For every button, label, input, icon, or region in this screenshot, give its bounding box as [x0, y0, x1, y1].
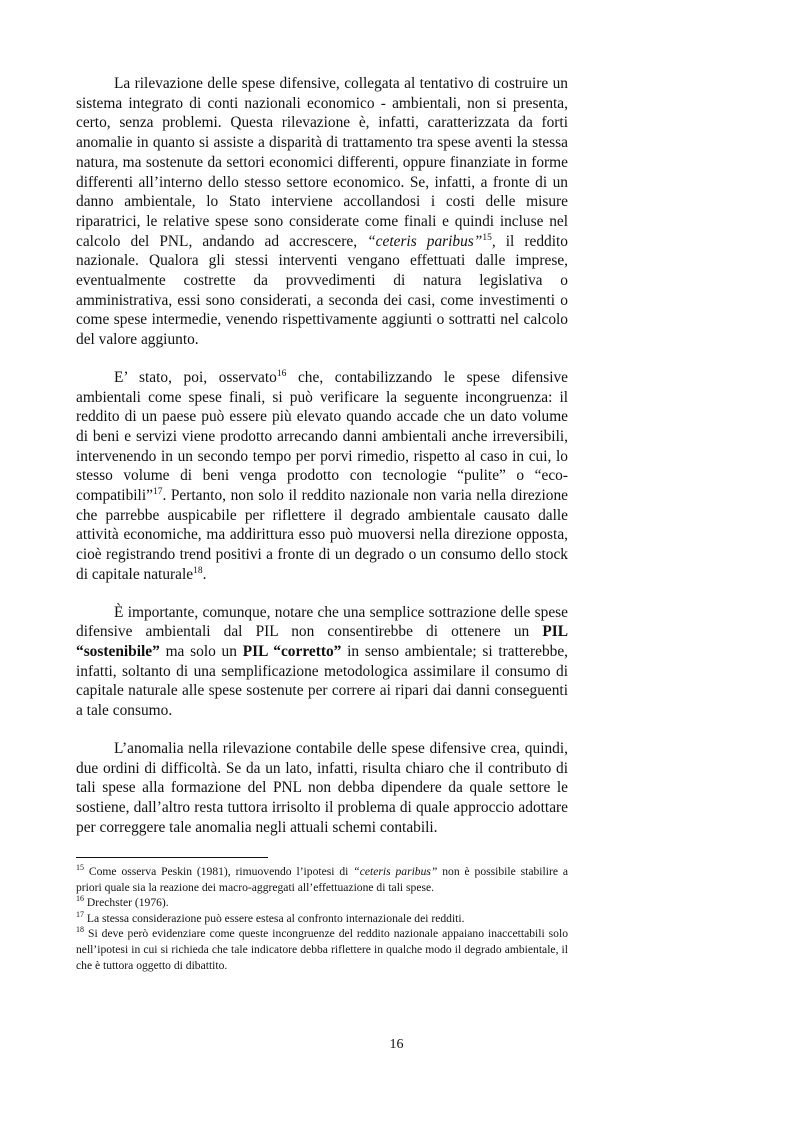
footnotes — [76, 864, 568, 973]
footnote-ref: 16 — [276, 368, 287, 379]
italic-text: , — [491, 232, 496, 250]
text-run: È importante, comunque, notare che una semplice sottrazione delle spese difensive ambientali dal PIL non consentirebbe di ottenere un — [76, 603, 568, 641]
italic-text: “ceteris paribus” — [353, 865, 438, 878]
text-run: La stessa considerazione può essere estesa al confronto internazionale dei redditi. — [84, 911, 465, 925]
text-run: . Pertanto, non solo il reddito nazionale non varia nella direzione che parrebbe auspicabile per riflettere il degrado ambientale causato dalle attività economiche, ma addirittura esso può muoversi nella direzione opposta, cioè registrando trend positivi a fronte di un degrado o un consumo dello stock di capitale naturale — [76, 487, 568, 583]
paragraph-pil-corretto — [76, 603, 568, 721]
text-run: Si deve però evidenziare come queste incongruenze del reddito nazionale appaiano inaccettabili solo nell’ipotesi in cui si richieda che tale indicatore debba riflettere in qualche modo il degrado ambientale, il che è tuttora oggetto di dibattito. — [76, 927, 568, 972]
bold-text: PIL “sostenibile” — [76, 623, 568, 660]
footnote-ref: 15 — [482, 232, 492, 243]
footnote-ref: 18 — [76, 925, 84, 935]
text-run: che, contabilizzando le spese difensive ambientali come spese finali, si può verificare la seguente incongruenza: il reddito di un paese può essere più elevato quando accade che un dato volume di beni e servizi viene prodotto arrecando danni ambientali anche irreversibili, intervenendo in un secondo tempo per porvi rimedio, rispetto al caso in cui, lo stesso volume di beni venga prodotto con tecnologie “pulite” o “eco-compatibili” — [76, 368, 568, 505]
footnote-ref: 17 — [152, 486, 163, 497]
footnote-ref: 15 — [76, 863, 84, 873]
footnote-ref: 16 — [76, 894, 84, 904]
text-run: il reddito nazionale. Qualora gli stessi interventi vengano effettuati dalle imprese, eventualmente costrette da provvedimenti di natura legislativa o amministrativa, essi sono considerati, a seconda dei casi, come investimenti o come spese intermedie, venendo rispettivamente aggiunti o sottratti nel calcolo del valore aggiunto. — [76, 232, 568, 349]
footnote-ref: 18 — [193, 565, 203, 576]
text-run: L’anomalia nella rilevazione contabile delle spese difensive crea, quindi, due ordini di difficoltà. Se da un lato, infatti, risulta chiaro che il contributo di tali spese alla formazione del PNL non debba dipendere da quale settore le sostiene, dall’altro resta tuttora irrisolto il problema di quale approccio adottare per correggere tale anomalia negli attuali schemi contabili. — [76, 739, 568, 836]
text-run: Come osserva Peskin (1981), rimuovendo l’ipotesi di — [84, 865, 354, 878]
body-text — [76, 74, 568, 837]
footnote-ref: 17 — [76, 909, 84, 919]
paragraph-spese-difensive — [76, 74, 568, 350]
text-run: non è possibile stabilire a priori quale sia la reazione dei macro-aggregati all’effettuazione di tali spese. — [76, 865, 568, 894]
paragraph-incongruenza — [76, 368, 568, 585]
footnote-18 — [76, 926, 568, 973]
text-run: ma solo un — [159, 642, 243, 660]
bold-text: PIL “corretto” — [242, 642, 342, 660]
text-run: in senso ambientale; si tratterebbe, infatti, soltanto di una semplificazione metodologica assimilare il consumo di capitale naturale alle spese sostenute per correre ai ripari dai danni conseguenti a tale consumo. — [76, 642, 569, 720]
paragraph-anomalia — [76, 739, 568, 838]
footnote-17 — [76, 911, 568, 927]
text-run: La rilevazione delle spese difensive, collegata al tentativo di costruire un sistema integrato di conti nazionali economico - ambientali, non si presenta, certo, senza problemi. Questa rilevazione è, infatti, caratterizzata da forti anomalie in quanto si assiste a disparità di trattamento tra spese aventi la stessa natura, ma sostenute da settori economici differenti, oppure finanziate in forme differenti all’interno dello stesso settore economico. Se, infatti, a fronte di un danno ambientale, lo Stato interviene accollandosi i costi delle misure riparatrici, le relative spese sono considerate come finali e quindi incluse nel calcolo del PNL, andando ad accrescere, — [76, 75, 568, 250]
text-run: Drechster (1976). — [84, 896, 169, 910]
text-run: . — [202, 565, 207, 583]
footnote-15 — [76, 864, 568, 895]
footnote-separator — [76, 857, 268, 858]
italic-text: “ceteris paribus” — [367, 232, 483, 250]
footnote-16 — [76, 895, 568, 911]
page-number: 16 — [389, 1037, 404, 1052]
text-run: E’ stato, poi, osservato — [114, 368, 277, 386]
